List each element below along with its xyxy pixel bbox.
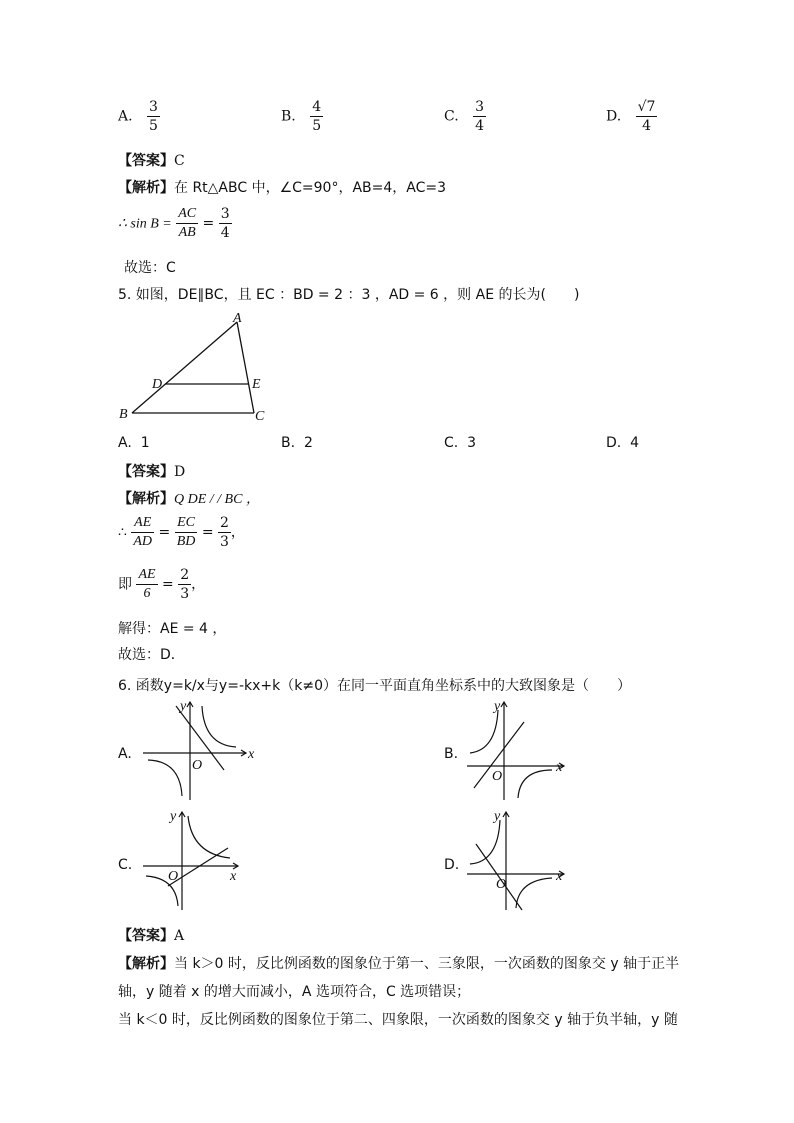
hyperbola-branch-1: [188, 816, 230, 858]
fraction-denominator: 5: [149, 118, 158, 134]
fraction-numerator: 3: [220, 206, 230, 222]
fraction-numerator: AE: [138, 567, 156, 582]
option-fraction: [473, 98, 486, 135]
q4-option-d: [606, 98, 657, 135]
analysis-text: 在 Rt△ABC 中，∠C=90°，AB=4，AC=3: [174, 180, 447, 196]
step-fraction: [178, 566, 191, 603]
q5-stem: 5. 如图，DE∥BC，且 EC ：BD = 2 ：3 ，AD = 6 ，则 AE 的长为( ): [118, 287, 580, 303]
fraction-denominator: 4: [475, 118, 485, 134]
option-letter: C.: [444, 435, 459, 451]
formula-fraction: [176, 205, 198, 242]
answer-value: C: [174, 153, 185, 169]
fraction-numerator: 4: [312, 99, 322, 115]
q5-option-b: [281, 435, 313, 451]
option-fraction: [147, 98, 160, 135]
q6-answer: [118, 925, 184, 945]
hyperbola-branch-1: [202, 706, 236, 747]
therefore-sign: ∴: [118, 524, 127, 541]
option-letter: B.: [281, 108, 296, 125]
formula-prefix: ∴ sin B =: [118, 216, 172, 232]
answer-tag: 【答案】: [118, 153, 174, 169]
option-letter: A.: [118, 435, 132, 451]
q6-option-d-label: D.: [444, 857, 460, 873]
option-letter: B.: [281, 435, 296, 451]
q5-option-d: [606, 435, 639, 451]
answer-tag: 【答案】: [118, 464, 174, 480]
axis-y-label: y: [494, 699, 501, 714]
q6-stem: 6. 函数y=k/x与y=-kx+k（k≠0）在同一平面直角坐标系中的大致图象是（ ）: [118, 678, 631, 694]
step-fraction: [131, 514, 154, 551]
q4-conclusion: 故选：C: [124, 260, 176, 276]
origin-label: O: [168, 869, 179, 884]
axis-y-label: y: [170, 809, 177, 824]
fraction-denominator: AB: [176, 223, 198, 242]
fraction-denominator: 6: [136, 584, 157, 603]
origin-label: O: [496, 877, 507, 892]
equals-sign: =: [202, 215, 215, 232]
q4-option-c: [444, 98, 486, 135]
option-letter: D.: [606, 435, 622, 451]
label-e: E: [252, 377, 261, 392]
equals-sign: =: [162, 576, 174, 593]
q5-step-ratio: [118, 514, 245, 551]
option-value: 1: [140, 435, 150, 451]
step-fraction: [136, 566, 157, 603]
origin-label: O: [492, 769, 503, 784]
q5-conclusion: 故选：D．: [118, 647, 185, 663]
equals-sign: =: [158, 524, 171, 541]
q6-analysis-line-3: 当 k＜0 时，反比例函数的图象位于第二、四象限，一次函数的图象交 y 轴于负半轴，y 随: [118, 1012, 678, 1028]
hyperbola-branch-3: [148, 760, 182, 796]
fraction-numerator: 3: [149, 99, 158, 115]
q5-option-a: [118, 435, 150, 451]
analysis-tag: 【解析】: [118, 180, 174, 196]
origin-label: O: [192, 758, 203, 773]
option-letter: A.: [118, 108, 133, 125]
option-value: 2: [303, 435, 313, 451]
q5-answer: [118, 461, 185, 481]
axis-x-label: x: [230, 869, 237, 884]
step-prefix: 即: [118, 576, 132, 593]
analysis-tag: 【解析】: [118, 956, 174, 972]
q4-option-b: [281, 98, 323, 135]
q6-option-b-label: B.: [444, 746, 459, 762]
hyperbola-branch-4: [518, 770, 552, 798]
fraction-numerator: √7: [637, 99, 656, 115]
q5-option-c: [444, 435, 476, 451]
q6-graph-a: [138, 698, 258, 803]
option-value: 4: [630, 435, 640, 451]
analysis-text: 当 k＞0 时，反比例函数的图象位于第一、三象限，一次函数的图象交 y 轴于正半: [174, 956, 680, 972]
q6-graph-d: [462, 808, 582, 913]
punctuation: ，: [230, 524, 245, 541]
q6-analysis-line-2: 轴，y 随着 x 的增大而减小，A 选项符合，C 选项错误；: [118, 984, 471, 1000]
step-fraction: [218, 514, 231, 551]
fraction-numerator: EC: [177, 515, 195, 530]
fraction-numerator: AC: [178, 206, 197, 221]
fraction-denominator: 3: [220, 534, 229, 550]
punctuation: ，: [191, 576, 206, 593]
q5-step-substitute: [118, 566, 205, 603]
fraction-denominator: 4: [636, 116, 658, 135]
axis-x-label: x: [248, 747, 255, 762]
fraction-numerator: AE: [134, 515, 152, 530]
fraction-denominator: BD: [176, 534, 196, 549]
q6-option-a-label: A.: [118, 746, 132, 762]
fraction-denominator: AD: [133, 534, 153, 549]
analysis-tag: 【解析】: [118, 491, 174, 507]
option-letter: D.: [606, 108, 622, 125]
fraction-numerator: 2: [180, 567, 190, 583]
q6-graph-b: [462, 698, 582, 803]
fraction-denominator: 3: [180, 586, 190, 602]
answer-tag: 【答案】: [118, 928, 174, 944]
axis-y-label: y: [180, 699, 187, 714]
q4-option-a: [118, 98, 160, 135]
answer-value: D: [174, 464, 186, 480]
axis-y-label: y: [494, 809, 501, 824]
label-b: B: [119, 407, 128, 422]
step-fraction: [175, 514, 198, 551]
formula-fraction: [219, 205, 232, 242]
axis-x-label: x: [556, 869, 563, 884]
option-fraction: [310, 98, 323, 135]
equals-sign: =: [201, 524, 214, 541]
q6-analysis-line-1: [118, 953, 679, 973]
q4-analysis: [118, 177, 446, 197]
answer-value: A: [174, 928, 185, 944]
hyperbola-branch-4: [516, 878, 552, 908]
q4-sin-formula: [118, 205, 232, 242]
q5-triangle-figure: [115, 308, 275, 426]
q6-graph-c: [138, 808, 258, 913]
fraction-numerator: 3: [475, 99, 485, 115]
analysis-text: Q DE / / BC ，: [174, 492, 260, 507]
option-fraction: [636, 98, 658, 135]
side-ab: [132, 322, 237, 413]
option-value: 3: [467, 435, 477, 451]
q4-answer: [118, 150, 185, 170]
fraction-denominator: 4: [220, 225, 230, 241]
axis-x-label: x: [556, 760, 563, 775]
q5-step-solve: 解得：AE = 4 ，: [118, 621, 227, 637]
q6-option-c-label: C.: [118, 857, 133, 873]
label-c: C: [255, 409, 265, 424]
q5-analysis: [118, 488, 260, 508]
label-a: A: [233, 311, 242, 326]
fraction-denominator: 5: [312, 118, 322, 134]
label-d: D: [152, 377, 163, 392]
hyperbola-branch-2: [470, 710, 498, 753]
fraction-numerator: 2: [220, 515, 229, 531]
side-ac: [237, 322, 254, 413]
option-letter: C.: [444, 108, 459, 125]
